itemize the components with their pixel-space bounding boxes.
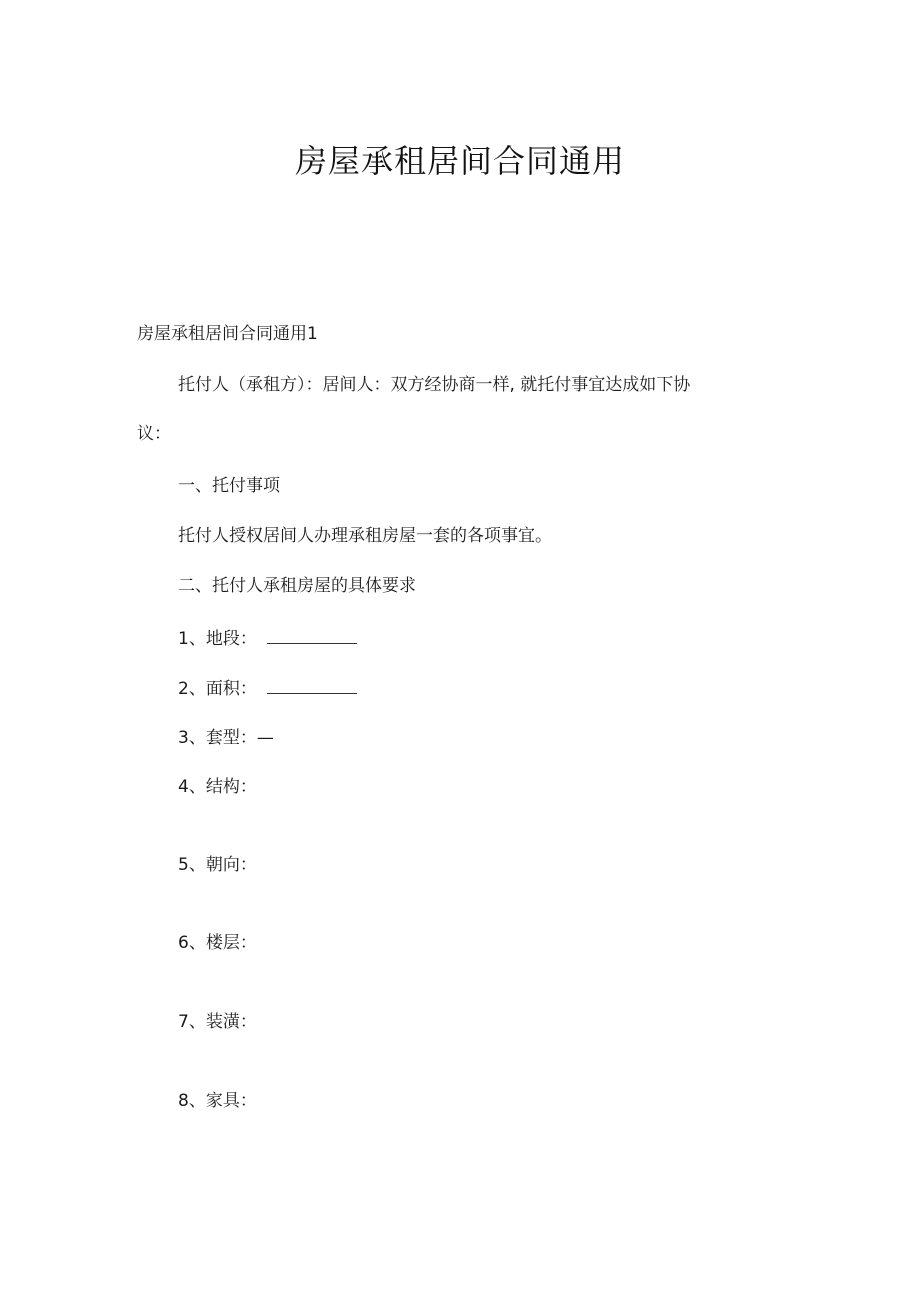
item-area (178, 677, 357, 701)
item-decoration: 7、装潢： (178, 1012, 257, 1032)
section-1-body: 托付人授权居间人办理承租房屋一套的各项事宜。 (178, 526, 552, 546)
item-layout: 3、套型：— (178, 728, 274, 748)
item-furniture: 8、家具： (178, 1091, 257, 1111)
item-location-blank-line (267, 629, 357, 644)
intro-paragraph-line-1: 托付人（承租方）：居间人：双方经协商一样, 就托付事宜达成如下协 (178, 375, 691, 395)
intro-paragraph-line-2: 议： (137, 424, 171, 444)
item-area-label: 2、面积： (178, 679, 257, 699)
item-area-blank-line (267, 679, 357, 694)
item-floor: 6、楼层： (178, 933, 257, 953)
item-structure: 4、结构： (178, 777, 257, 797)
item-location (178, 627, 357, 651)
contract-subtitle: 房屋承租居间合同通用1 (137, 324, 318, 344)
section-1-heading: 一、托付事项 (178, 476, 280, 496)
item-orientation: 5、朝向： (178, 855, 257, 875)
section-2-heading: 二、托付人承租房屋的具体要求 (178, 576, 416, 596)
item-location-label: 1、地段： (178, 629, 257, 649)
document-title: 房屋承租居间合同通用 (294, 142, 625, 180)
